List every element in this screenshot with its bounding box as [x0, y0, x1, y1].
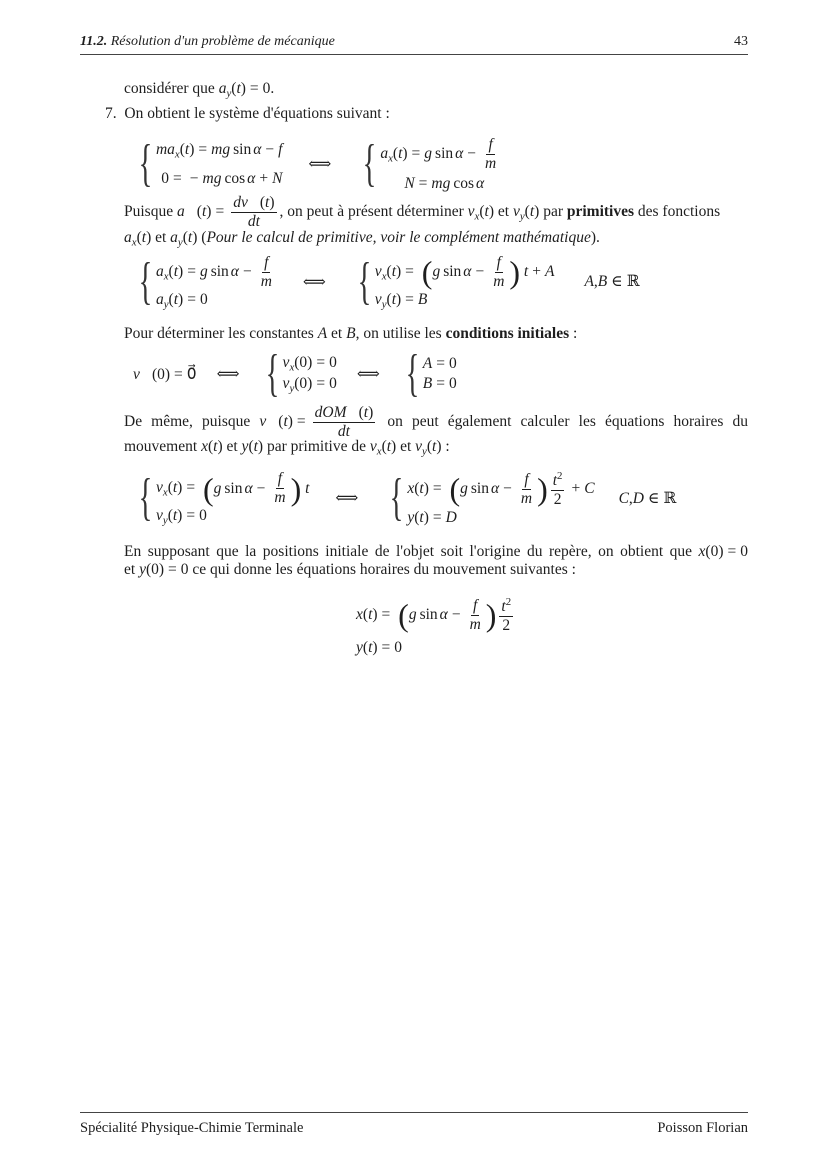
final-equations [356, 596, 516, 657]
brace: { [138, 469, 153, 527]
list-item-7: 7. On obtient le système d'équations suivant : [105, 105, 390, 122]
page-header [80, 34, 748, 55]
paragraph-initial-conditions: Pour déterminer les constantes A et B, on utilise les conditions initiales : [124, 325, 578, 342]
brace: { [138, 135, 153, 193]
brace: { [405, 345, 420, 402]
brace: { [357, 252, 372, 310]
constants-domain: C,D ∈ ℝ [618, 489, 677, 507]
equation-x: x(t) = ( g sin α − $\frac{f}{m}$ ) $\frac{t^2}{2}$ [356, 596, 512, 634]
intro-line: considérer que $a_y(t) = 0$. [124, 80, 275, 100]
equation-system-2: { $a_x(t) = g$ sin α − $\frac{f}{m}$ $a_y(t) = 0$ ⟺ { $v_x(t)$ = ( g sin α − $\frac{f}{m}$ ) t + A $v_y(t) = B$ A,B ∈ ℝ [138, 252, 640, 310]
math: $a_y(t) = 0$ [218, 80, 271, 100]
running-title: 11.2. Résolution d'un problème de mécanique [80, 34, 335, 49]
equation-system-3: v⃗(0) = 0⃗ ⟺ { $v_x(0) = 0$ $v_y(0) = 0$ ⟺ { A = 0 B = 0 [133, 345, 457, 402]
brace: { [362, 135, 377, 193]
equivalence-arrow: ⟺ [216, 366, 240, 383]
equivalence-arrow: ⟺ [302, 273, 326, 291]
brace: { [265, 345, 279, 402]
paragraph-horaires: De même, puisque v⃗(t) = $\frac{\text{dOM⃗(t)}}{dt}$ on peut également calculer les équations horaires du mouvement x(t) et y(t) par primitive de $v_x(t)$ et $v_y(t)$ : [124, 404, 748, 457]
page-number: 43 [734, 34, 748, 49]
constants-domain: A,B ∈ ℝ [584, 273, 640, 291]
paragraph-primitives: Puisque a⃗(t) = $\frac{dv⃗(t)}{dt}$ , on peut à présent déterminer $v_x(t)$ et $v_y(t)$ par primitives des fonctions $a_x(t)$ et $a_y(t)$ (Pour le calcul de primitive, voir le complément mathématique). [124, 194, 721, 248]
equivalence-arrow: ⟺ [335, 490, 359, 508]
equation-y: y(t) = 0 [356, 638, 403, 656]
equation-system-1: { $ma_x(t)$ = mg sin α − f 0 = − mg cos α + N ⟺ { $a_x(t) = g$ sin α − $\frac{f}{m}$ N = mg cos α [138, 135, 497, 193]
equivalence-arrow: ⟺ [308, 156, 332, 174]
equivalence-arrow: ⟺ [356, 366, 380, 383]
brace: { [138, 252, 153, 310]
brace: { [389, 469, 404, 527]
equation-system-4: { $v_x(t)$ = ( g sin α − $\frac{f}{m}$ ) t $v_y(t) = 0$ ⟺ { x(t) = ( g sin α − $\frac{f}{m}$ ) $\frac{t^2}{2}$ + C y(t) = D C,D ∈ ℝ [138, 469, 677, 527]
page-footer: Spécialité Physique-Chimie Terminale Poisson Florian [80, 1112, 748, 1137]
paragraph-origin: En supposant que la positions initiale de l'objet soit l'origine du repère, on obtient que x(0) = 0 et y(0) = 0 ce qui donne les équations horaires du mouvement suivantes : [124, 543, 748, 578]
